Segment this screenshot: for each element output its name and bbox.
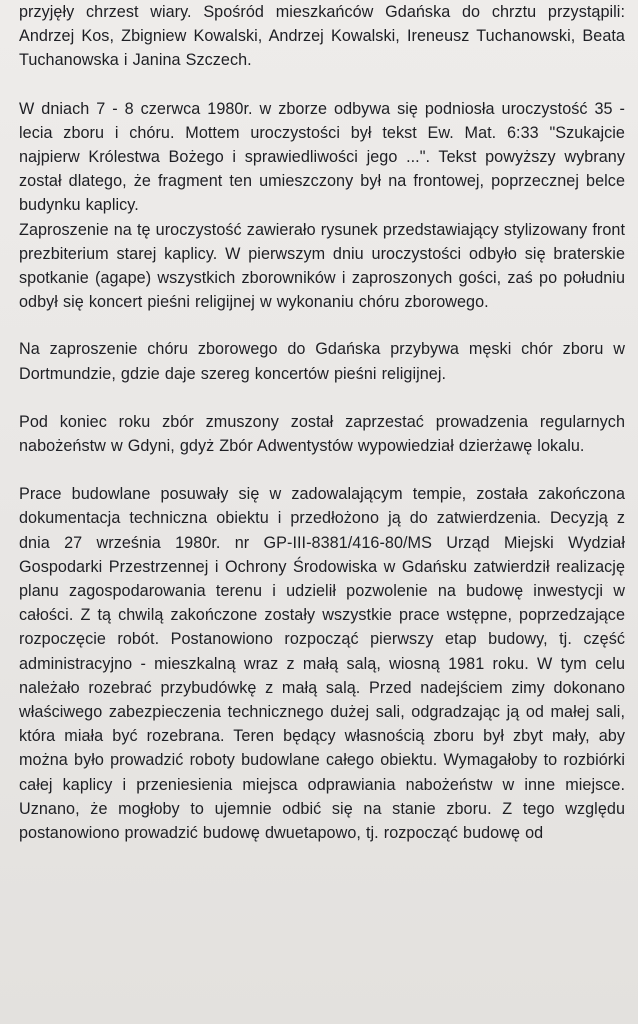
- paragraph-baptism-list: przyjęły chrzest wiary. Spośród mieszkańców Gdańska do chrztu przystąpili: Andrzej Kos, Zbigniew Kowalski, Andrzej Kowalski, Ireneusz Tuchanowski, Beata Tuchanowska i Janina Szczech.: [19, 3, 625, 70]
- paragraph-dortmund-choir: Na zaproszenie chóru zborowego do Gdańska przybywa męski chór zboru w Dortmundzie, gdzie daje szereg koncertów pieśni religijnej.: [19, 340, 625, 383]
- paragraph-construction-works: Prace budowlane posuwały się w zadowalającym tempie, została zakończona dokumentacja techniczna obiektu i przedłożono ją do zatwierdzenia. Decyzją z dnia 27 września 1980r. nr GP-III-8381/416-80/MS Urząd Miejski Wydział Gospodarki Przestrzennej i Ochrony Środowiska w Gdańsku zatwierdził realizację planu zagospodarowania terenu i udzielił pozwolenie na budowę inwestycji w całości. Z tą chwilą zakończone zostały wszystkie prace wstępne, poprzedzające rozpoczęcie robót. Postanowiono rozpocząć pierwszy etap budowy, tj. część administracyjno - mieszkalną wraz z małą salą, wiosną 1981 roku. W tym celu należało rozebrać przybudówkę z małą salą. Przed nadejściem zimy dokonano właściwego zabezpieczenia technicznego dużej sali, odgradzając ją od małej sali, która miała być rozebrana. Teren będący własnością zboru był zbyt mały, aby można było prowadzić roboty budowlane całego obiektu. Wymagałoby to rozbiórki całej kaplicy i przeniesienia miejsca odprawiania nabożeństw w inne miejsce. Uznano, że mogłoby to ujemnie odbić się na stanie zboru. Z tego względu postanowiono prowadzić budowę dwuetapowo, tj. rozpocząć budowę od: [19, 485, 625, 843]
- paragraph-invitation: Zaproszenie na tę uroczystość zawierało rysunek przedstawiający stylizowany front prezbiterium starej kaplicy. W pierwszym dniu uroczystości odbyło się braterskie spotkanie (agape) wszystkich zborowników i zaproszonych gości, zaś po południu odbył się koncert pieśni religijnej w wykonaniu chóru zborowego.: [19, 220, 625, 312]
- paragraph-anniversary-celebration: W dniach 7 - 8 czerwca 1980r. w zborze odbywa się podniosła uroczystość 35 - lecia zboru i chóru. Mottem uroczystości był tekst Ew. Mat. 6:33 "Szukajcie najpierw Królestwa Bożego i sprawiedliwości jego ...". Tekst powyższy wybrany został dlatego, że fragment ten umieszczony był na frontowej, poprzecznej belce budynku kaplicy.: [19, 99, 625, 215]
- paragraph-gdynia-services: Pod koniec roku zbór zmuszony został zaprzestać prowadzenia regularnych nabożeństw w Gdyni, gdyż Zbór Adwentystów wypowiedział dzierżawę lokalu.: [19, 412, 625, 456]
- document-body: [19, 0, 625, 845]
